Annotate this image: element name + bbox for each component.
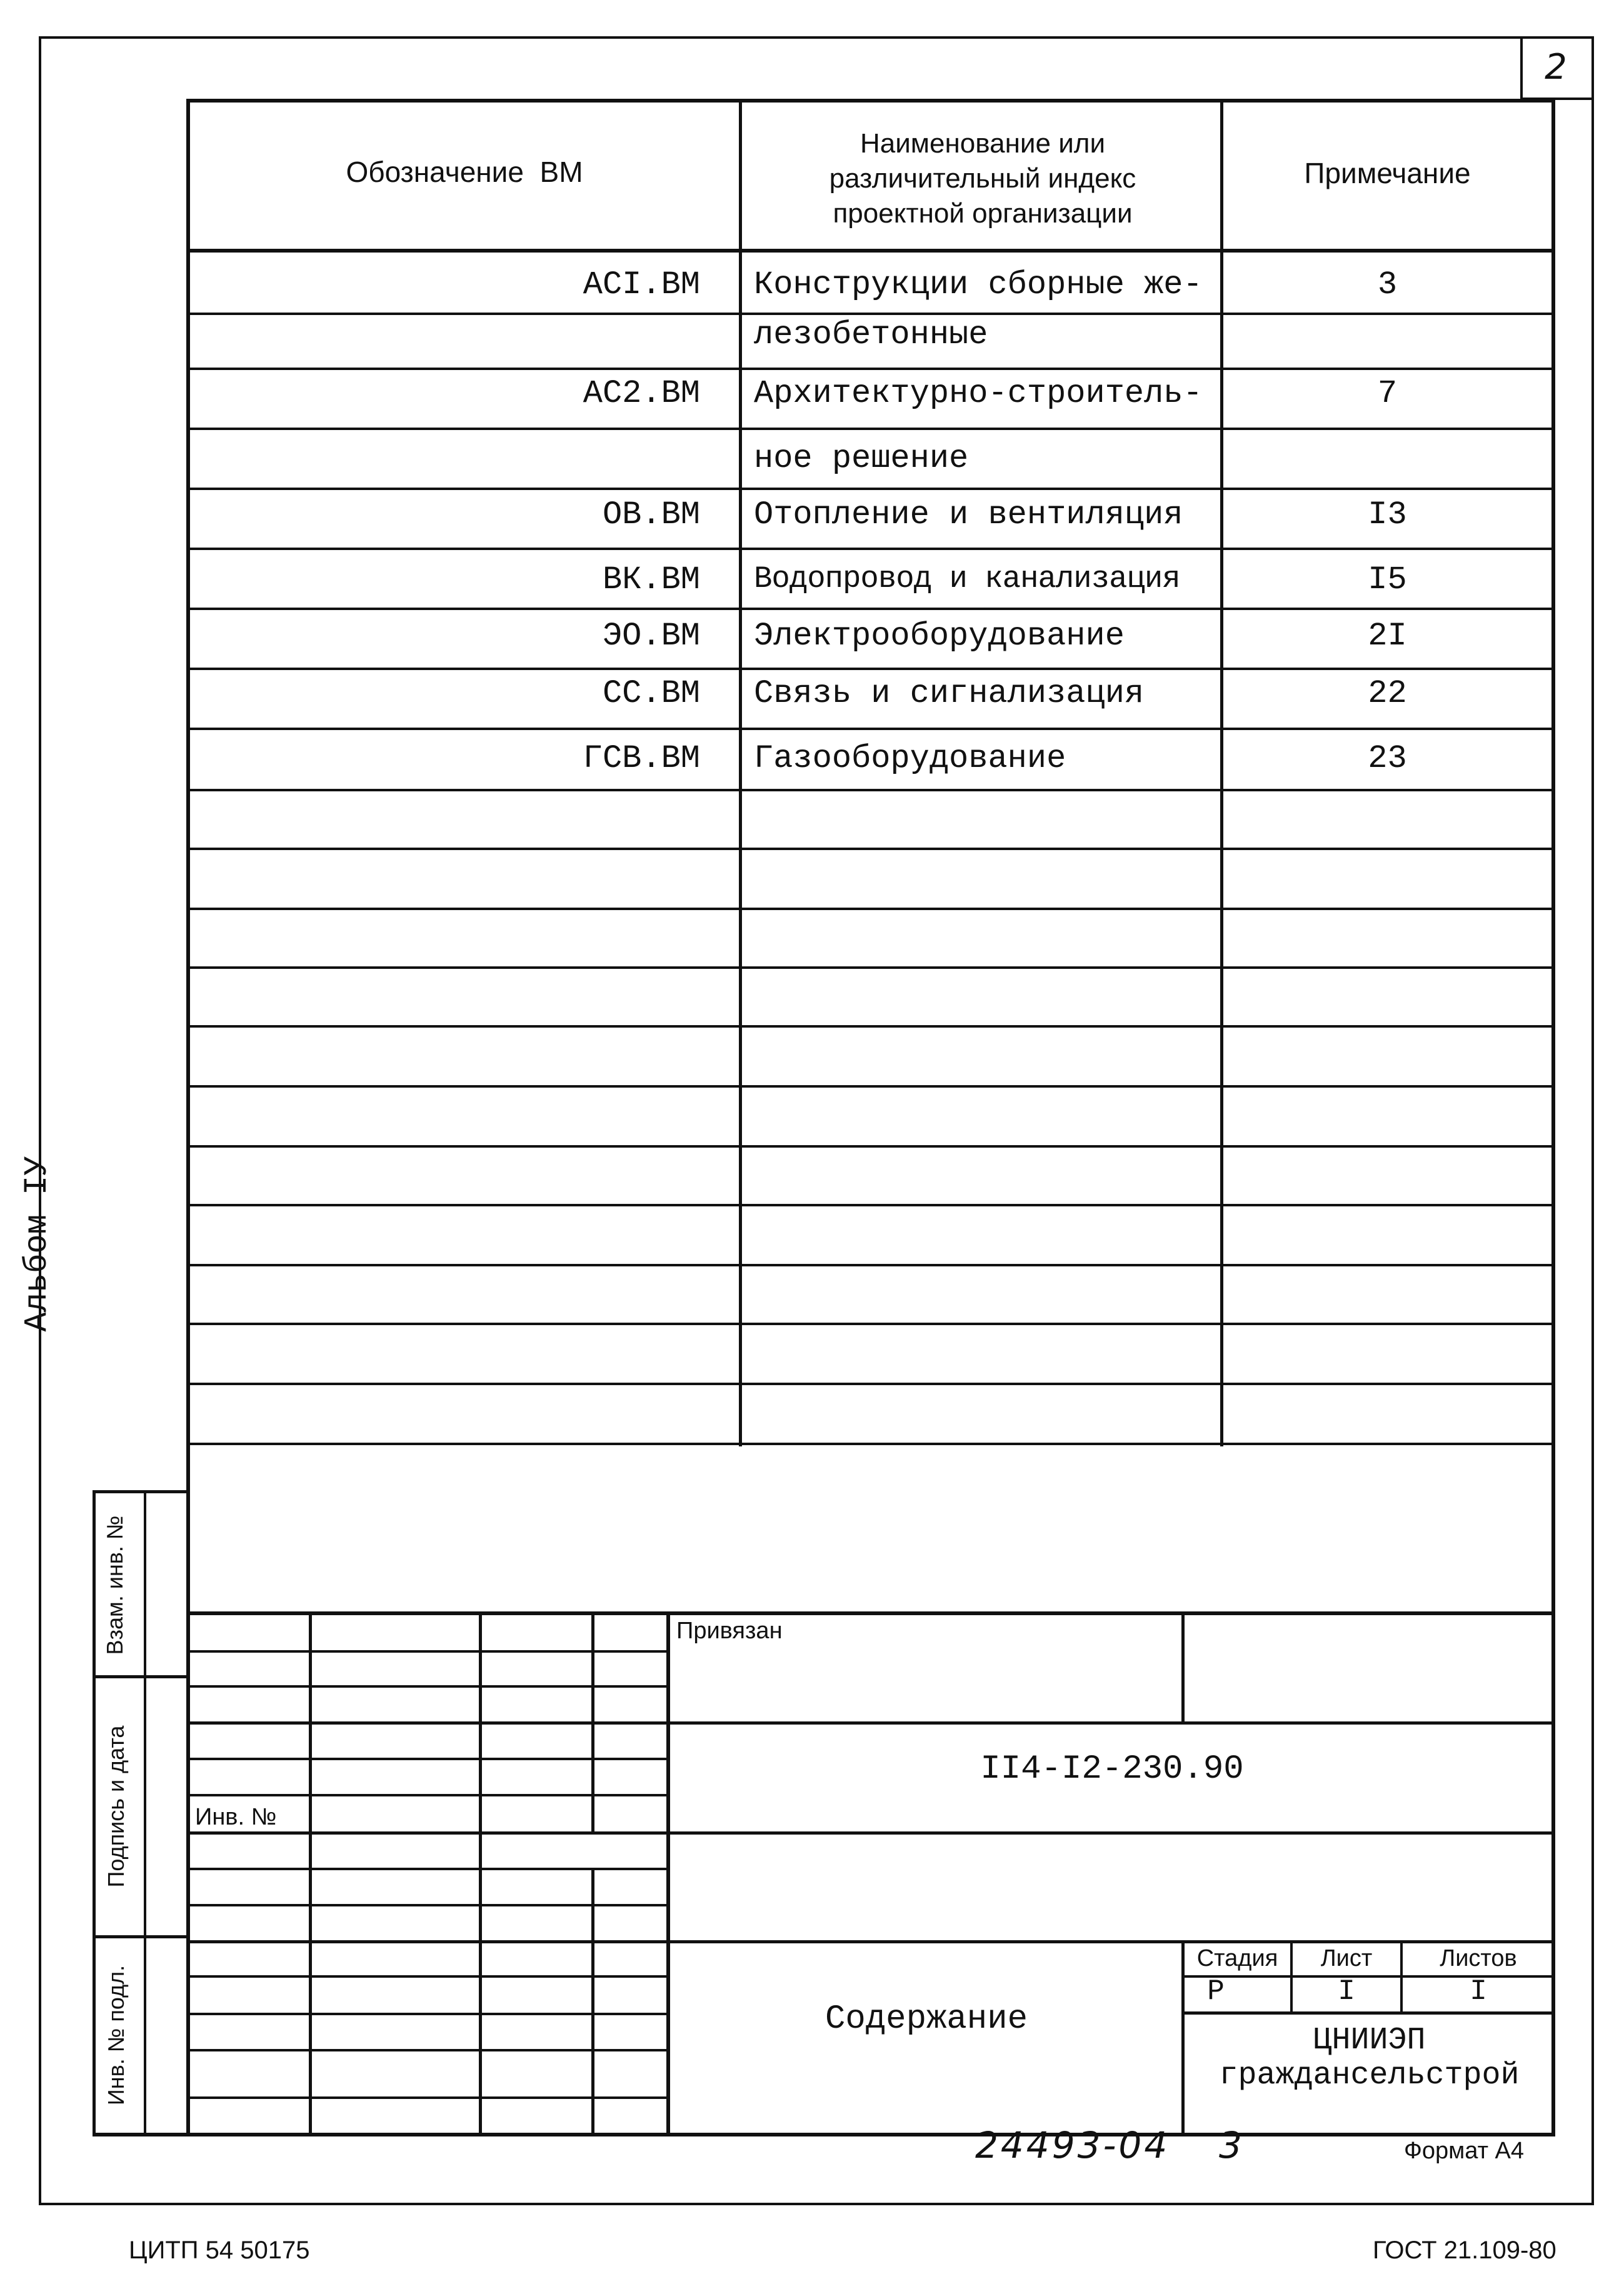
row-name: ное решение xyxy=(754,440,969,477)
inv-no-label: Инв. № xyxy=(195,1804,277,1830)
sheets-label: Листов xyxy=(1440,1945,1517,1971)
row-designation: АСI.ВМ xyxy=(583,266,700,303)
sheet-value: I xyxy=(1338,1975,1355,2008)
inv-podl-label: Инв. № подл. xyxy=(103,1965,129,2106)
row-name: Газооборудование xyxy=(754,740,1066,777)
format-label: Формат А4 xyxy=(1404,2138,1525,2164)
row-designation: ОВ.ВМ xyxy=(602,496,700,533)
sheet-number: 2 xyxy=(1545,47,1567,88)
row-name: Архитектурно-строитель- xyxy=(754,375,1203,412)
row-designation: ГСВ.ВМ xyxy=(583,740,700,777)
album-label: Альбом IУ xyxy=(19,1156,56,1332)
row-designation: АС2.ВМ xyxy=(583,375,700,412)
row-designation: ВК.ВМ xyxy=(602,561,700,598)
row-name: Связь и сигнализация xyxy=(754,675,1145,712)
stage-label: Стадия xyxy=(1196,1945,1278,1971)
row-name: лезобетонные xyxy=(754,316,988,353)
row-name: Конструкции сборные же- xyxy=(754,266,1203,303)
header-name: Наименование или различительный индекс проектной организации xyxy=(829,128,1136,229)
row-note: 22 xyxy=(1368,675,1407,712)
doc-title: Содержание xyxy=(825,2000,1028,2038)
header-note: Примечание xyxy=(1304,157,1471,189)
row-note: I3 xyxy=(1368,496,1407,533)
row-designation: ЭО.ВМ xyxy=(602,618,700,654)
doc-code: II4-I2-230.90 xyxy=(980,1750,1244,1788)
row-note: 7 xyxy=(1377,375,1398,412)
privyazan-label: Привязан xyxy=(676,1618,783,1644)
row-note: 3 xyxy=(1377,266,1398,303)
row-note: I5 xyxy=(1368,561,1407,598)
org-name-line1: ЦНИИЭП xyxy=(1313,2023,1426,2058)
row-name: Отопление и вентиляция xyxy=(754,496,1183,533)
sheets-value: I xyxy=(1470,1975,1487,2008)
sheet-label: Лист xyxy=(1320,1945,1373,1971)
handwritten-page: 3 xyxy=(1219,2124,1242,2166)
row-note: 23 xyxy=(1368,740,1407,777)
row-note: 2I xyxy=(1368,618,1407,654)
vzam-inv-label: Взам. инв. № xyxy=(102,1515,128,1655)
row-name: Водопровод и канализация xyxy=(754,561,1180,596)
org-name-line2: граждансельстрой xyxy=(1219,2058,1520,2093)
handwritten-number: 24493-04 xyxy=(975,2124,1170,2166)
stage-value: Р xyxy=(1207,1975,1225,2008)
row-designation: СС.ВМ xyxy=(602,675,700,712)
gost-label: ГОСТ 21.109-80 xyxy=(1373,2236,1556,2264)
row-name: Электрооборудование xyxy=(754,618,1125,654)
left-bottom-code: ЦИТП 54 50175 xyxy=(129,2236,310,2264)
podpis-data-label: Подпись и дата xyxy=(103,1725,129,1888)
header-designation: Обозначение ВМ xyxy=(346,156,583,188)
